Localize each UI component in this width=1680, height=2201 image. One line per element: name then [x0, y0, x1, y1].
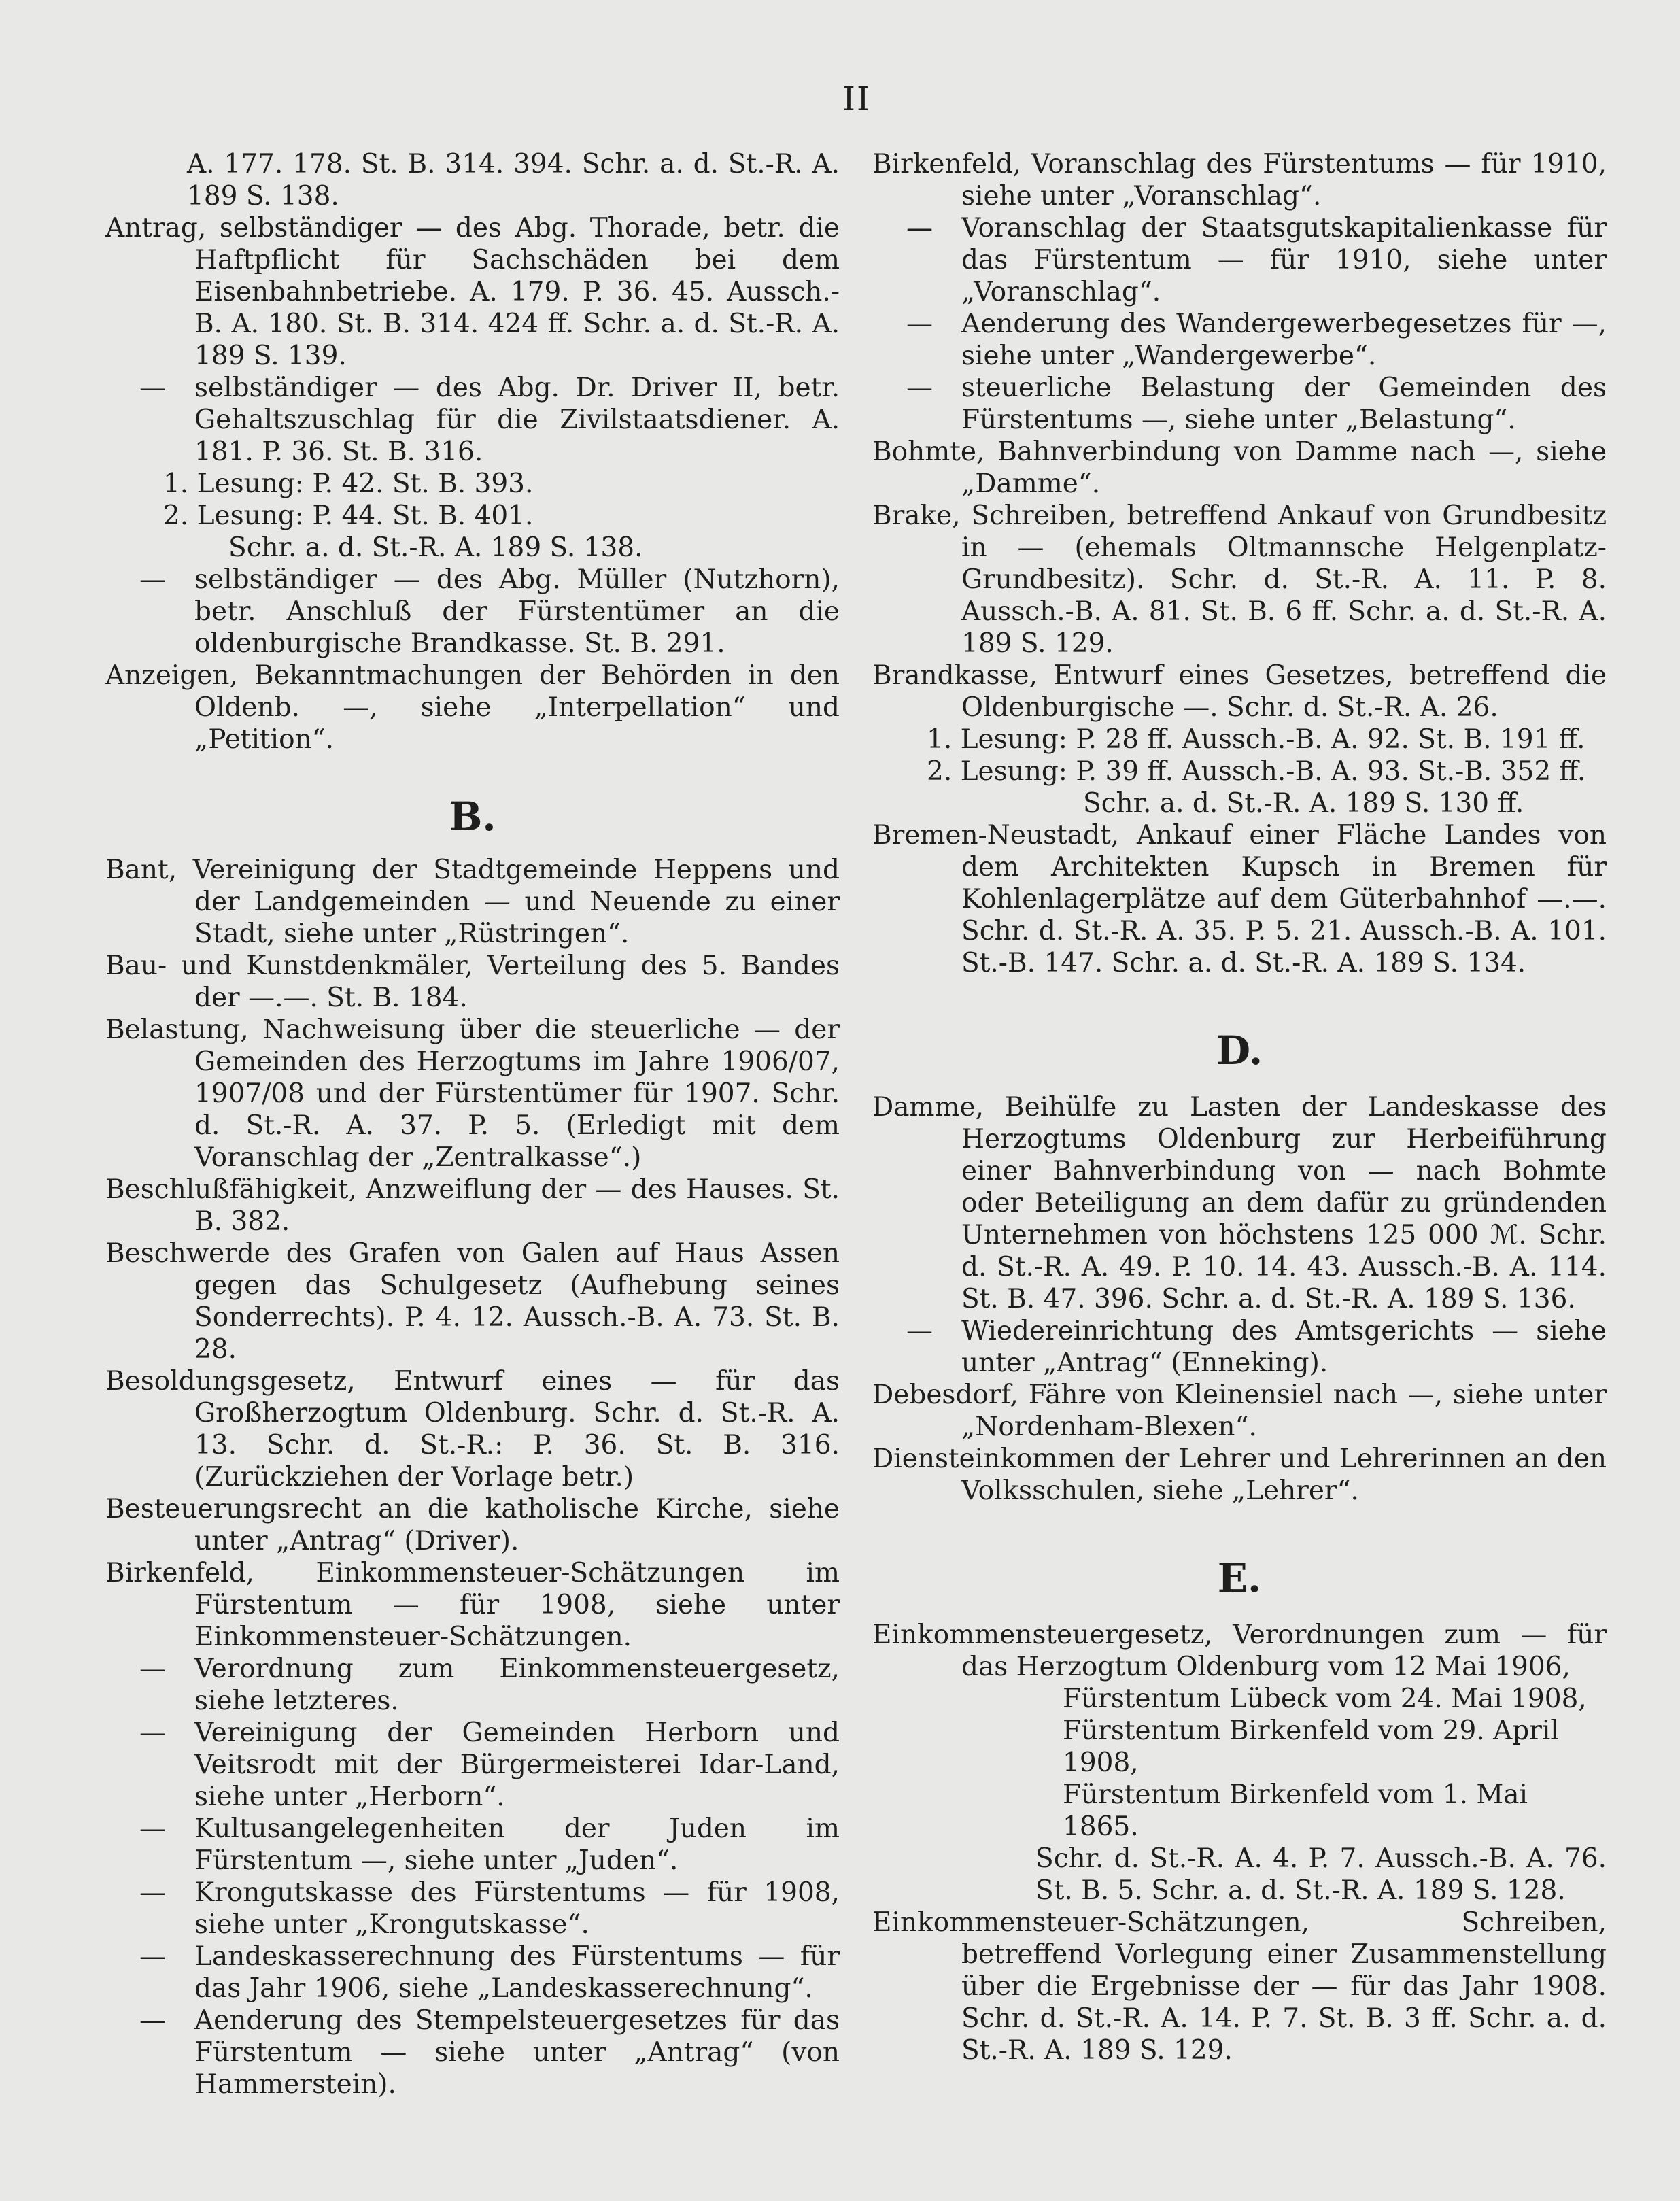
report-line: Schr. a. d. St.-R. A. 189 S. 130 ff. — [1083, 788, 1524, 819]
dash-mark: — — [906, 213, 933, 243]
index-entry: Anzeigen, Bekanntmachungen der Behörden in den Oldenb. —, siehe „Interpellation“ und „Petition“. — [105, 660, 840, 755]
index-entry: Beschwerde des Grafen von Galen auf Haus Assen gegen das Schulgesetz (Aufhebung seines Sonderrechts). P. 4. 12. Aussch.-B. A. 73. St. B. 28. — [105, 1238, 840, 1365]
decree-line: Fürstentum Birkenfeld vom 1. Mai 1865. — [1063, 1779, 1528, 1842]
subentry-text: Kultusangelegenheiten der Juden im Fürstentum —, siehe unter „Juden“. — [194, 1813, 840, 1876]
index-entry: Besoldungsgesetz, Entwurf eines — für das Großherzogtum Oldenburg. Schr. d. St.-R. A. 13. Schr. d. St.-R.: P. 36. St. B. 316. (Zurückziehen der Vorlage betr.) — [105, 1366, 840, 1492]
index-entry: Debesdorf, Fähre von Kleinensiel nach —, siehe unter „Nordenham-Blexen“. — [872, 1380, 1607, 1442]
index-entry: Antrag, selbständiger — des Abg. Thorade, betr. die Haftpflicht für Sachschäden bei dem Eisenbahnbetriebe. A. 179. P. 36. 45. Aussch.-B. A. 180. St. B. 314. 424 ff. Schr. a. d. St.-R. A. 189 S. 139. — [105, 213, 840, 371]
index-subentry — [872, 308, 1607, 372]
subentry-text: Aenderung des Stempelsteuergesetzes für das Fürstentum — siehe unter „Antrag“ (von Hammerstein). — [194, 2005, 840, 2100]
section-letter-d: D. — [1216, 1027, 1263, 1074]
index-subentry — [105, 372, 840, 468]
index-entry: Bohmte, Bahnverbindung von Damme nach —, siehe „Damme“. — [872, 437, 1607, 499]
reading-line: 1. Lesung: P. 28 ff. Aussch.-B. A. 92. St. B. 191 ff. — [927, 724, 1585, 755]
dash-mark: — — [139, 1718, 166, 1748]
index-entry: Einkommensteuer-Schätzungen, Schreiben, betreffend Vorlegung einer Zusammenstellung über die Ergebnisse der — für das Jahr 1908. Schr. d. St.-R. A. 14. P. 7. St. B. 3 ff. Schr. a. d. St.-R. A. 189 S. 129. — [872, 1907, 1607, 2066]
subentry-text: Wiedereinrichtung des Amtsgerichts — siehe unter „Antrag“ (Enneking). — [961, 1316, 1607, 1378]
index-subentry — [105, 1717, 840, 1813]
subentry-text: Vereinigung der Gemeinden Herborn und Veitsrodt mit der Bürgermeisterei Idar-Land, siehe unter „Herborn“. — [194, 1718, 840, 1812]
subentry-text: Verordnung zum Einkommensteuergesetz, siehe letzteres. — [194, 1654, 840, 1716]
dash-mark: — — [906, 373, 933, 403]
subentry-text: Voranschlag der Staatsgutskapitalienkasse für das Fürstentum — für 1910, siehe unter „Voranschlag“. — [961, 213, 1607, 307]
index-subentry — [105, 1941, 840, 2004]
report-line: Schr. a. d. St.-R. A. 189 S. 138. — [228, 532, 643, 563]
dash-mark: — — [139, 1877, 166, 1908]
index-entry: Besteuerungsrecht an die katholische Kirche, siehe unter „Antrag“ (Driver). — [105, 1494, 840, 1556]
index-subentry — [105, 1653, 840, 1717]
index-entry: Bant, Vereinigung der Stadtgemeinde Heppens und der Landgemeinden — und Neuende zu einer Stadt, siehe unter „Rüstringen“. — [105, 855, 840, 949]
index-entry: Bremen-Neustadt, Ankauf einer Fläche Landes von dem Architekten Kupsch in Bremen für Kohlenlagerplätze auf dem Güterbahnhof —.—. Schr. d. St.-R. A. 35. P. 5. 21. Aussch.-B. A. 101. St.-B. 147. Schr. a. d. St.-R. A. 189 S. 134. — [872, 820, 1607, 978]
dash-mark: — — [139, 373, 166, 403]
index-entry: Belastung, Nachweisung über die steuerliche — der Gemeinden des Herzogtums im Jahre 1906/07, 1907/08 und der Fürstentümer für 1907. Schr. d. St.-R. A. 37. P. 5. (Erledigt mit dem Voranschlag der „Zentralkasse“.) — [105, 1014, 840, 1173]
report-line: Schr. d. St.-R. A. 4. P. 7. Aussch.-B. A. 76. St. B. 5. Schr. a. d. St.-R. A. 189 S. 128. — [1035, 1843, 1607, 1906]
index-entry: Diensteinkommen der Lehrer und Lehrerinnen an den Volksschulen, siehe „Lehrer“. — [872, 1444, 1607, 1506]
index-subentry — [872, 372, 1607, 436]
index-subentry — [105, 2004, 840, 2100]
index-entry: Birkenfeld, Einkommensteuer-Schätzungen im Fürstentum — für 1908, siehe unter Einkommensteuer-Schätzungen. — [105, 1558, 840, 1652]
index-subentry — [105, 1813, 840, 1877]
decree-line: Fürstentum Lübeck vom 24. Mai 1908, — [1063, 1684, 1587, 1714]
section-letter-e: E. — [1217, 1555, 1262, 1601]
subentry-text: Aenderung des Wandergewerbegesetzes für —, siehe unter „Wandergewerbe“. — [961, 309, 1607, 371]
index-subentry — [872, 212, 1607, 308]
dash-mark: — — [139, 2005, 166, 2036]
subentry-text: Krongutskasse des Fürstentums — für 1908, siehe unter „Krongutskasse“. — [194, 1877, 840, 1940]
section-letter-b: B. — [449, 794, 496, 840]
index-column-left — [105, 148, 840, 2100]
page-number: II — [842, 80, 871, 118]
index-entry: Einkommensteuergesetz, Verordnungen zum — für das Herzogtum Oldenburg vom 12 Mai 1906, — [872, 1620, 1607, 1682]
index-entry: Beschlußfähigkeit, Anzweiflung der — des Hauses. St. B. 382. — [105, 1174, 840, 1237]
reading-line: 2. Lesung: P. 39 ff. Aussch.-B. A. 93. St.-B. 352 ff. — [927, 756, 1586, 787]
subentry-text: selbständiger — des Abg. Müller (Nutzhorn), betr. Anschluß der Fürstentümer an die oldenburgische Brandkasse. St. B. 291. — [194, 564, 840, 659]
index-entry: A. 177. 178. St. B. 314. 394. Schr. a. d. St.-R. A. 189 S. 138. — [187, 149, 840, 211]
index-entry: Bau- und Kunstdenkmäler, Verteilung des 5. Bandes der —.—. St. B. 184. — [105, 951, 840, 1013]
subentry-text: selbständiger — des Abg. Dr. Driver II, betr. Gehaltszuschlag für die Zivilstaatsdiener. A. 181. P. 36. St. B. 316. — [194, 373, 840, 467]
index-column-right — [872, 148, 1607, 2066]
dash-mark: — — [906, 1316, 933, 1346]
index-entry: Brandkasse, Entwurf eines Gesetzes, betreffend die Oldenburgische —. Schr. d. St.-R. A. 26. — [872, 660, 1607, 723]
dash-mark: — — [139, 1654, 166, 1684]
dash-mark: — — [906, 309, 933, 339]
subentry-text: Landeskasserechnung des Fürstentums — für das Jahr 1906, siehe „Landeskasserechnung“. — [194, 1941, 840, 2004]
index-subentry — [105, 1877, 840, 1941]
subentry-text: steuerliche Belastung der Gemeinden des Fürstentums —, siehe unter „Belastung“. — [961, 373, 1607, 435]
dash-mark: — — [139, 564, 166, 595]
decree-line: Fürstentum Birkenfeld vom 29. April 1908, — [1063, 1716, 1559, 1778]
reading-line: 2. Lesung: P. 44. St. B. 401. — [163, 500, 534, 531]
index-subentry — [872, 1315, 1607, 1379]
dash-mark: — — [139, 1941, 166, 1972]
dash-mark: — — [139, 1813, 166, 1844]
index-entry: Birkenfeld, Voranschlag des Fürstentums — für 1910, siehe unter „Voranschlag“. — [872, 149, 1607, 211]
index-entry: Damme, Beihülfe zu Lasten der Landeskasse des Herzogtums Oldenburg zur Herbeiführung einer Bahnverbindung von — nach Bohmte oder Beteiligung an dem dafür zu gründenden Unternehmen von höchstens 125 000 ℳ. Schr. d. St.-R. A. 49. P. 10. 14. 43. Aussch.-B. A. 114. St. B. 47. 396. Schr. a. d. St.-R. A. 189 S. 136. — [872, 1092, 1607, 1314]
index-subentry — [105, 564, 840, 660]
reading-line: 1. Lesung: P. 42. St. B. 393. — [163, 468, 534, 499]
index-entry: Brake, Schreiben, betreffend Ankauf von Grundbesitz in — (ehemals Oltmannsche Helgenplatz-Grundbesitz). Schr. d. St.-R. A. 11. P. 8. Aussch.-B. A. 81. St. B. 6 ff. Schr. a. d. St.-R. A. 189 S. 129. — [872, 500, 1607, 659]
